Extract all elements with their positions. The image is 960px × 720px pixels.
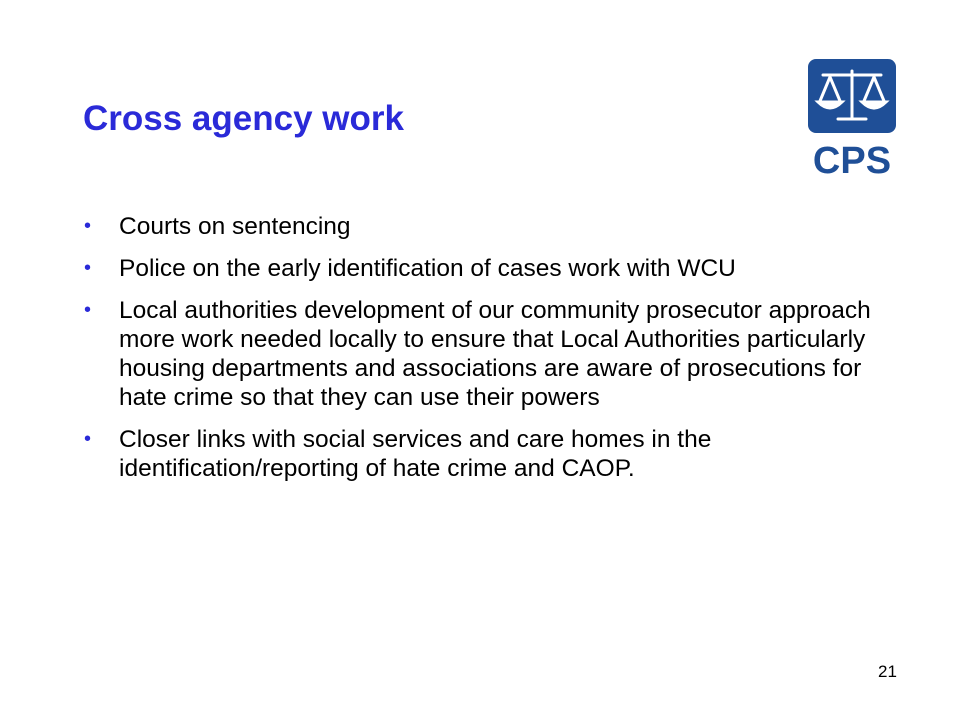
bullet-item [82,254,872,283]
cps-logo [808,59,896,179]
page-number: 21 [878,662,897,681]
bullet-marker: • [84,428,92,450]
bullet-marker: • [84,257,92,279]
bullet-item [82,425,872,483]
bullet-marker: • [84,215,92,237]
bullet-list [82,212,872,496]
bullet-text: Police on the early identification of cases work with WCU [119,255,736,282]
bullet-marker: • [84,299,92,321]
logo-text: CPS [812,140,892,179]
bullet-text: Local authorities development of our community prosecutor approach more work needed locally to ensure that Local Authorities particularly housing departments and associations are aware of prosecutions for hate crime so that they can use their powers [119,297,871,411]
bullet-text: Closer links with social services and care homes in the identification/reporting of hate crime and CAOP. [119,426,712,482]
bullet-text: Courts on sentencing [119,213,351,240]
slide-title: Cross agency work [83,99,404,138]
bullet-item [82,212,872,241]
bullet-item [82,296,872,412]
